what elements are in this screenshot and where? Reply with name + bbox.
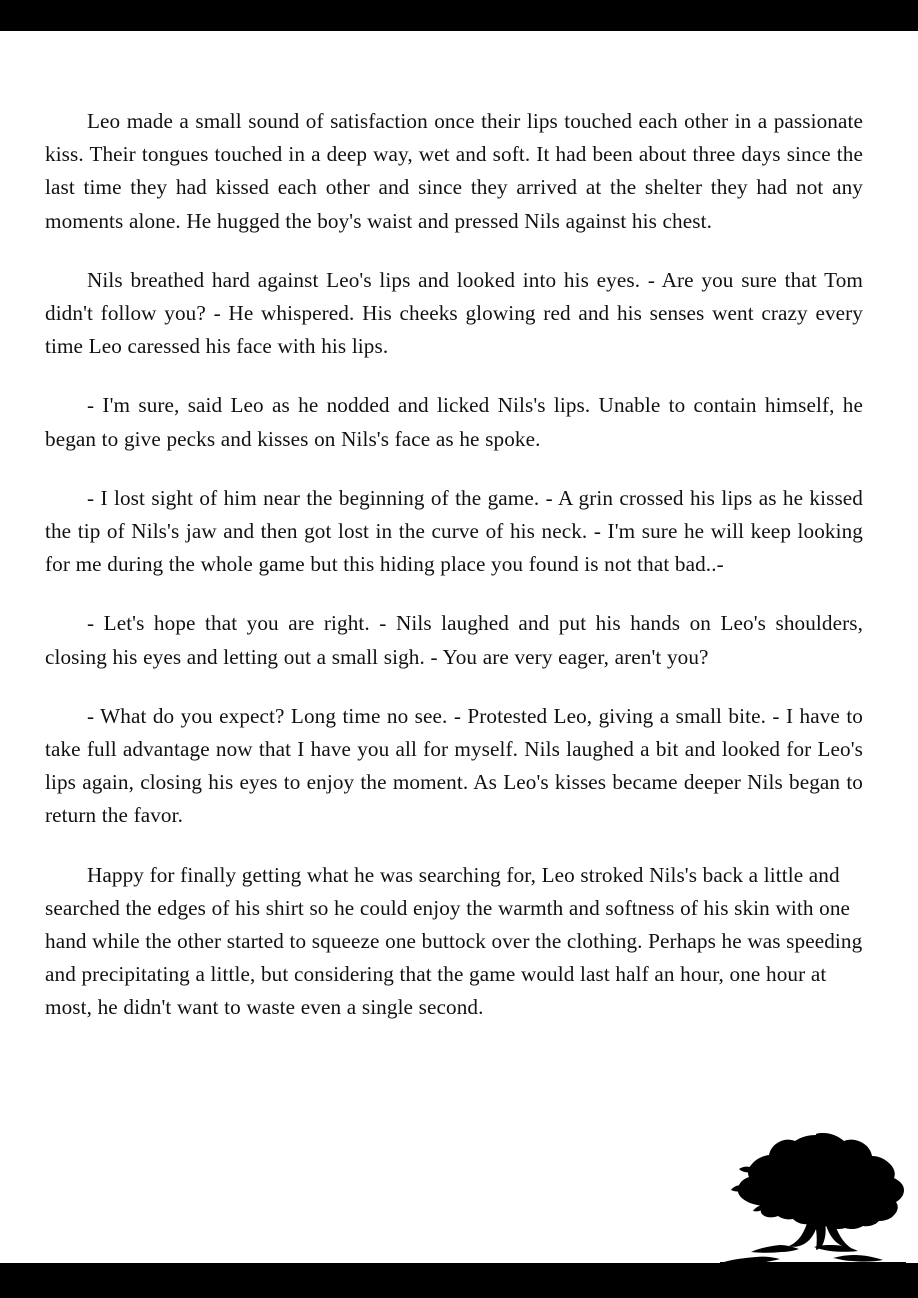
body-text-column: [45, 105, 863, 1025]
page-sheet: [0, 31, 918, 1263]
tree-silhouette-icon: [720, 1119, 906, 1263]
paragraph-5: - Let's hope that you are right. - Nils laughed and put his hands on Leo's shoulders, closing his eyes and letting out a small sigh. - You are very eager, aren't you?: [45, 611, 863, 669]
paragraph-2: Nils breathed hard against Leo's lips and looked into his eyes. - Are you sure that Tom didn't follow you? - He whispered. His cheeks glowing red and his senses went crazy every time Leo caressed his face with his lips.: [45, 267, 863, 359]
paragraph-3: - I'm sure, said Leo as he nodded and licked Nils's lips. Unable to contain himself, he began to give pecks and kisses on Nils's face as he spoke.: [45, 393, 863, 451]
top-letterbox-bar: [0, 0, 918, 31]
paragraph-6: - What do you expect? Long time no see. - Protested Leo, giving a small bite. - I have to take full advantage now that I have you all for myself. Nils laughed a bit and looked for Leo's lips again, closing his eyes to enjoy the moment. As Leo's kisses became deeper Nils began to return the favor.: [45, 703, 863, 828]
paragraph-4: - I lost sight of him near the beginning of the game. - A grin crossed his lips as he kissed the tip of Nils's jaw and then got lost in the curve of his neck. - I'm sure he will keep looking for me during the whole game but this hiding place you found is not that bad..-: [45, 485, 863, 577]
bottom-letterbox-bar: [0, 1263, 918, 1298]
paragraph-7: Happy for finally getting what he was searching for, Leo stroked Nils's back a little and searched the edges of his shirt so he could enjoy the warmth and softness of his skin with one hand while the other started to squeeze one buttock over the clothing. Perhaps he was speeding and precipitating a little, but considering that the game would last half an hour, one hour at most, he didn't want to waste even a single second.: [45, 862, 863, 1020]
paragraph-1: Leo made a small sound of satisfaction once their lips touched each other in a passionate kiss. Their tongues touched in a deep way, wet and soft. It had been about three days since the last time they had kissed each other and since they arrived at the shelter they had not any moments alone. He hugged the boy's waist and pressed Nils against his chest.: [45, 109, 863, 233]
